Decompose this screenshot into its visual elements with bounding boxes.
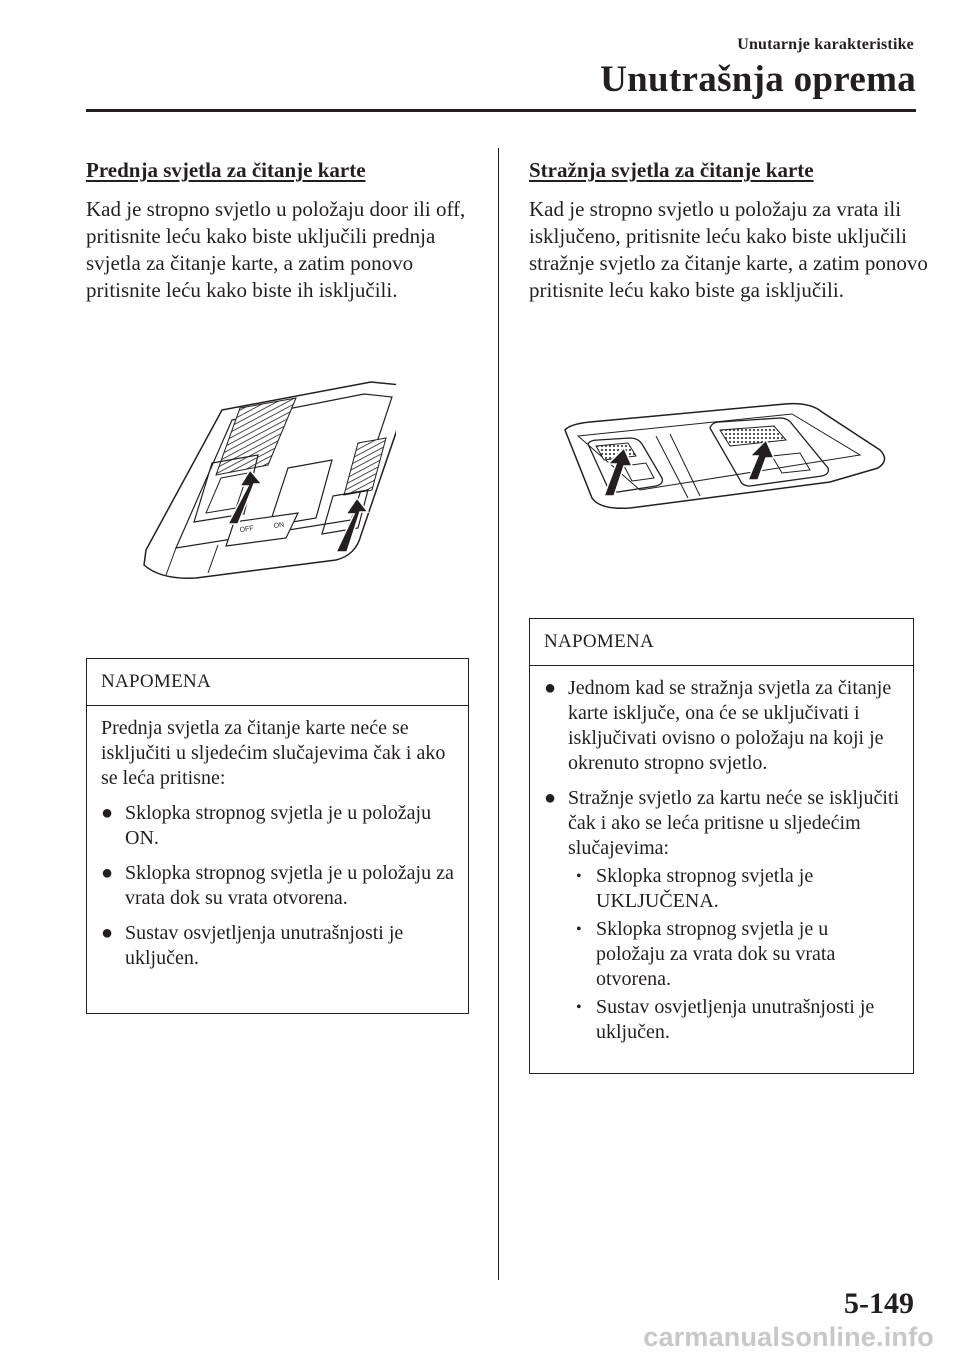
note-bullet-text: Stražnje svjetlo za kartu neće se isključiti čak i ako se leća pritisne u sljedećim slučajevima:	[568, 787, 899, 859]
press-arrow-icon	[228, 470, 262, 524]
page-number: 5-149	[844, 1287, 914, 1320]
switch-off-label: OFF	[239, 525, 255, 534]
front-map-lights-text: Kad je stropno svjetlo u položaju door ili off, pritisnite leću kako biste uključili prednja svjetla za čitanje karte, a zatim ponovo pritisnite leću kako biste ih isključili.	[86, 197, 466, 302]
note-bullet-text: Sustav osvjetljenja unutrašnjosti je uključen.	[125, 922, 404, 969]
note-bullet	[101, 861, 456, 911]
bullet-icon: ●	[101, 922, 114, 944]
switch-on-label: ON	[273, 521, 285, 530]
sub-bullet	[544, 917, 901, 992]
note-bullet	[544, 676, 901, 776]
rear-note-box	[529, 618, 914, 1074]
sub-bullet-icon: •	[576, 999, 582, 1016]
section-label: Unutarnje karakteristike	[737, 36, 914, 53]
note-bullet-text: Jednom kad se stražnja svjetla za čitanje karte isključe, ona će se uključivati i isključivati ovisno o položaju na koji je okrenuto stropno svjetlo.	[568, 677, 892, 774]
rear-map-lights-illustration	[560, 400, 890, 512]
watermark: carmanualsonline.info	[643, 1322, 934, 1352]
note-body	[87, 706, 468, 989]
column-divider	[498, 148, 499, 1280]
note-title: NAPOMENA	[87, 659, 468, 706]
sub-bullet-text: Sklopka stropnog svjetla je u položaju za vrata dok su vrata otvorena.	[596, 918, 836, 990]
sub-bullet-text: Sustav osvjetljenja unutrašnjosti je uključen.	[596, 996, 875, 1043]
note-title: NAPOMENA	[530, 619, 913, 666]
note-bullet-text: Sklopka stropnog svjetla je u položaju ON.	[125, 802, 432, 849]
sub-bullet-icon: •	[576, 921, 582, 938]
bullet-icon: ●	[101, 862, 114, 884]
note-intro: Prednja svjetla za čitanje karte neće se isključiti u sljedećim slučajevima čak i ako se leća pritisne:	[101, 717, 446, 789]
front-note-box	[86, 658, 469, 1014]
front-map-lights-illustration	[136, 380, 396, 585]
rear-map-lights-text: Kad je stropno svjetlo u položaju za vrata ili isključeno, pritisnite leću kako biste uključili stražnje svjetlo za čitanje karte, a zatim ponovo pritisnite leću kako biste ga isključili.	[529, 197, 928, 302]
sub-bullet-list	[544, 864, 901, 1045]
page-title: Unutrašnja oprema	[600, 59, 916, 100]
note-bullet	[101, 801, 456, 851]
note-bullet	[101, 921, 456, 971]
sub-bullet-icon: •	[576, 868, 582, 885]
header-rule	[86, 109, 916, 112]
bullet-icon: ●	[101, 802, 114, 824]
note-bullet	[544, 786, 901, 861]
sub-bullet	[544, 995, 901, 1045]
note-bullet-text: Sklopka stropnog svjetla je u položaju za vrata dok su vrata otvorena.	[125, 862, 454, 909]
bullet-icon: ●	[544, 787, 557, 809]
note-body	[530, 666, 913, 1056]
bullet-icon: ●	[544, 677, 557, 699]
sub-bullet	[544, 864, 901, 914]
front-map-lights-heading: Prednja svjetla za čitanje karte	[86, 158, 366, 182]
sub-bullet-text: Sklopka stropnog svjetla je UKLJUČENA.	[596, 865, 814, 912]
press-arrow-icon	[748, 440, 774, 480]
press-arrow-icon	[336, 498, 368, 552]
rear-map-lights-heading: Stražnja svjetla za čitanje karte	[529, 158, 814, 182]
